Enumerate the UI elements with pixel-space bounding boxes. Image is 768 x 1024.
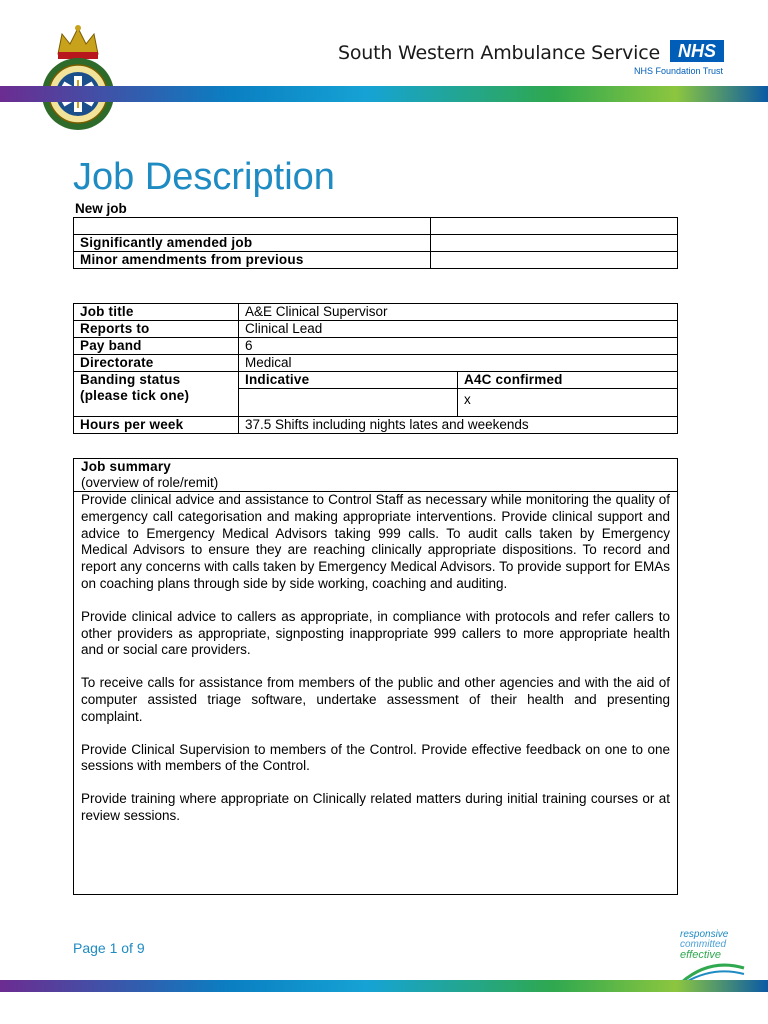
summary-paragraph: Provide training where appropriate on Clinically related matters during initial training courses or at review sessions. — [81, 791, 670, 823]
banding-status-label — [74, 372, 239, 417]
minor-amendments-field[interactable] — [431, 252, 678, 269]
table-row — [74, 355, 678, 372]
table-row — [74, 321, 678, 338]
trust-name: NHS Foundation Trust — [633, 66, 723, 76]
summary-body-cell — [74, 492, 678, 895]
table-row — [74, 304, 678, 321]
reports-to-label: Reports to — [74, 321, 239, 338]
table-row — [74, 338, 678, 355]
minor-amendments-label: Minor amendments from previous — [74, 252, 431, 269]
tagline-committed: committed — [680, 939, 727, 950]
summary-paragraph: Provide clinical advice to callers as appropriate, in compliance with protocols and refer callers to other providers as appropriate, signposting inappropriate 999 callers to more appropriate health and or social care providers. — [81, 608, 670, 658]
header-color-band — [0, 86, 768, 102]
a4c-confirmed-tick[interactable]: x — [458, 389, 678, 417]
a4c-confirmed-label: A4C confirmed — [458, 372, 678, 389]
directorate-value: Medical — [239, 355, 678, 372]
table-row — [74, 492, 678, 895]
table-cell — [74, 218, 431, 235]
summary-heading: Job summary — [81, 459, 171, 474]
org-name: South Western Ambulance Service — [338, 42, 660, 64]
table-row — [74, 252, 678, 269]
new-job-label: New job — [75, 201, 127, 216]
ambulance-crest-icon — [36, 20, 120, 132]
hours-label: Hours per week — [74, 417, 239, 434]
job-title-label: Job title — [74, 304, 239, 321]
table-row — [74, 218, 678, 235]
job-summary-table — [73, 458, 678, 895]
nhs-logo: NHS — [670, 40, 724, 62]
table-row — [74, 459, 678, 492]
summary-subheading: (overview of role/remit) — [81, 475, 219, 490]
table-row — [74, 235, 678, 252]
summary-paragraph: Provide Clinical Supervision to members of the Control. Provide effective feedback on one to one sessions with members of the Control. — [81, 741, 670, 774]
page-title: Job Description — [73, 156, 335, 198]
amendment-table — [73, 217, 678, 269]
footer-color-band — [0, 980, 768, 992]
table-row — [74, 417, 678, 434]
directorate-label: Directorate — [74, 355, 239, 372]
hours-value: 37.5 Shifts including nights lates and weekends — [239, 417, 678, 434]
summary-header-cell — [74, 459, 678, 492]
tagline-effective: effective — [680, 949, 721, 961]
pay-band-label: Pay band — [74, 338, 239, 355]
banding-status-line1: Banding status — [80, 372, 181, 387]
page-number: Page 1 of 9 — [73, 940, 145, 956]
pay-band-value: 6 — [239, 338, 678, 355]
reports-to-value: Clinical Lead — [239, 321, 678, 338]
table-row — [74, 372, 678, 389]
tagline-responsive: responsive — [680, 929, 729, 940]
job-details-table — [73, 303, 678, 434]
banding-status-line2: (please tick one) — [80, 388, 190, 403]
summary-paragraph: Provide clinical advice and assistance to Control Staff as necessary while monitoring the quality of emergency call categorisation and making appropriate interventions. Provide clinical support and advice to Emergency Medical Advisors taking 999 calls. To audit calls taken by Emergency Medical Advisors to ensure they are reaching clinically appropriate dispositions. To record and report any concerns with calls taken by Emergency Medical Advisors. To provide support for EMAs on coaching plans through side by side working, coaching and auditing. — [81, 492, 670, 591]
summary-paragraph: To receive calls for assistance from members of the public and other agencies and with the aid of computer assisted triage software, undertake assessment of their health and presenting complaint. — [81, 675, 670, 724]
significantly-amended-label: Significantly amended job — [74, 235, 431, 252]
indicative-tick[interactable] — [239, 389, 458, 417]
significantly-amended-field[interactable] — [431, 235, 678, 252]
new-job-field[interactable] — [431, 218, 678, 235]
job-title-value: A&E Clinical Supervisor — [239, 304, 678, 321]
indicative-label: Indicative — [239, 372, 458, 389]
